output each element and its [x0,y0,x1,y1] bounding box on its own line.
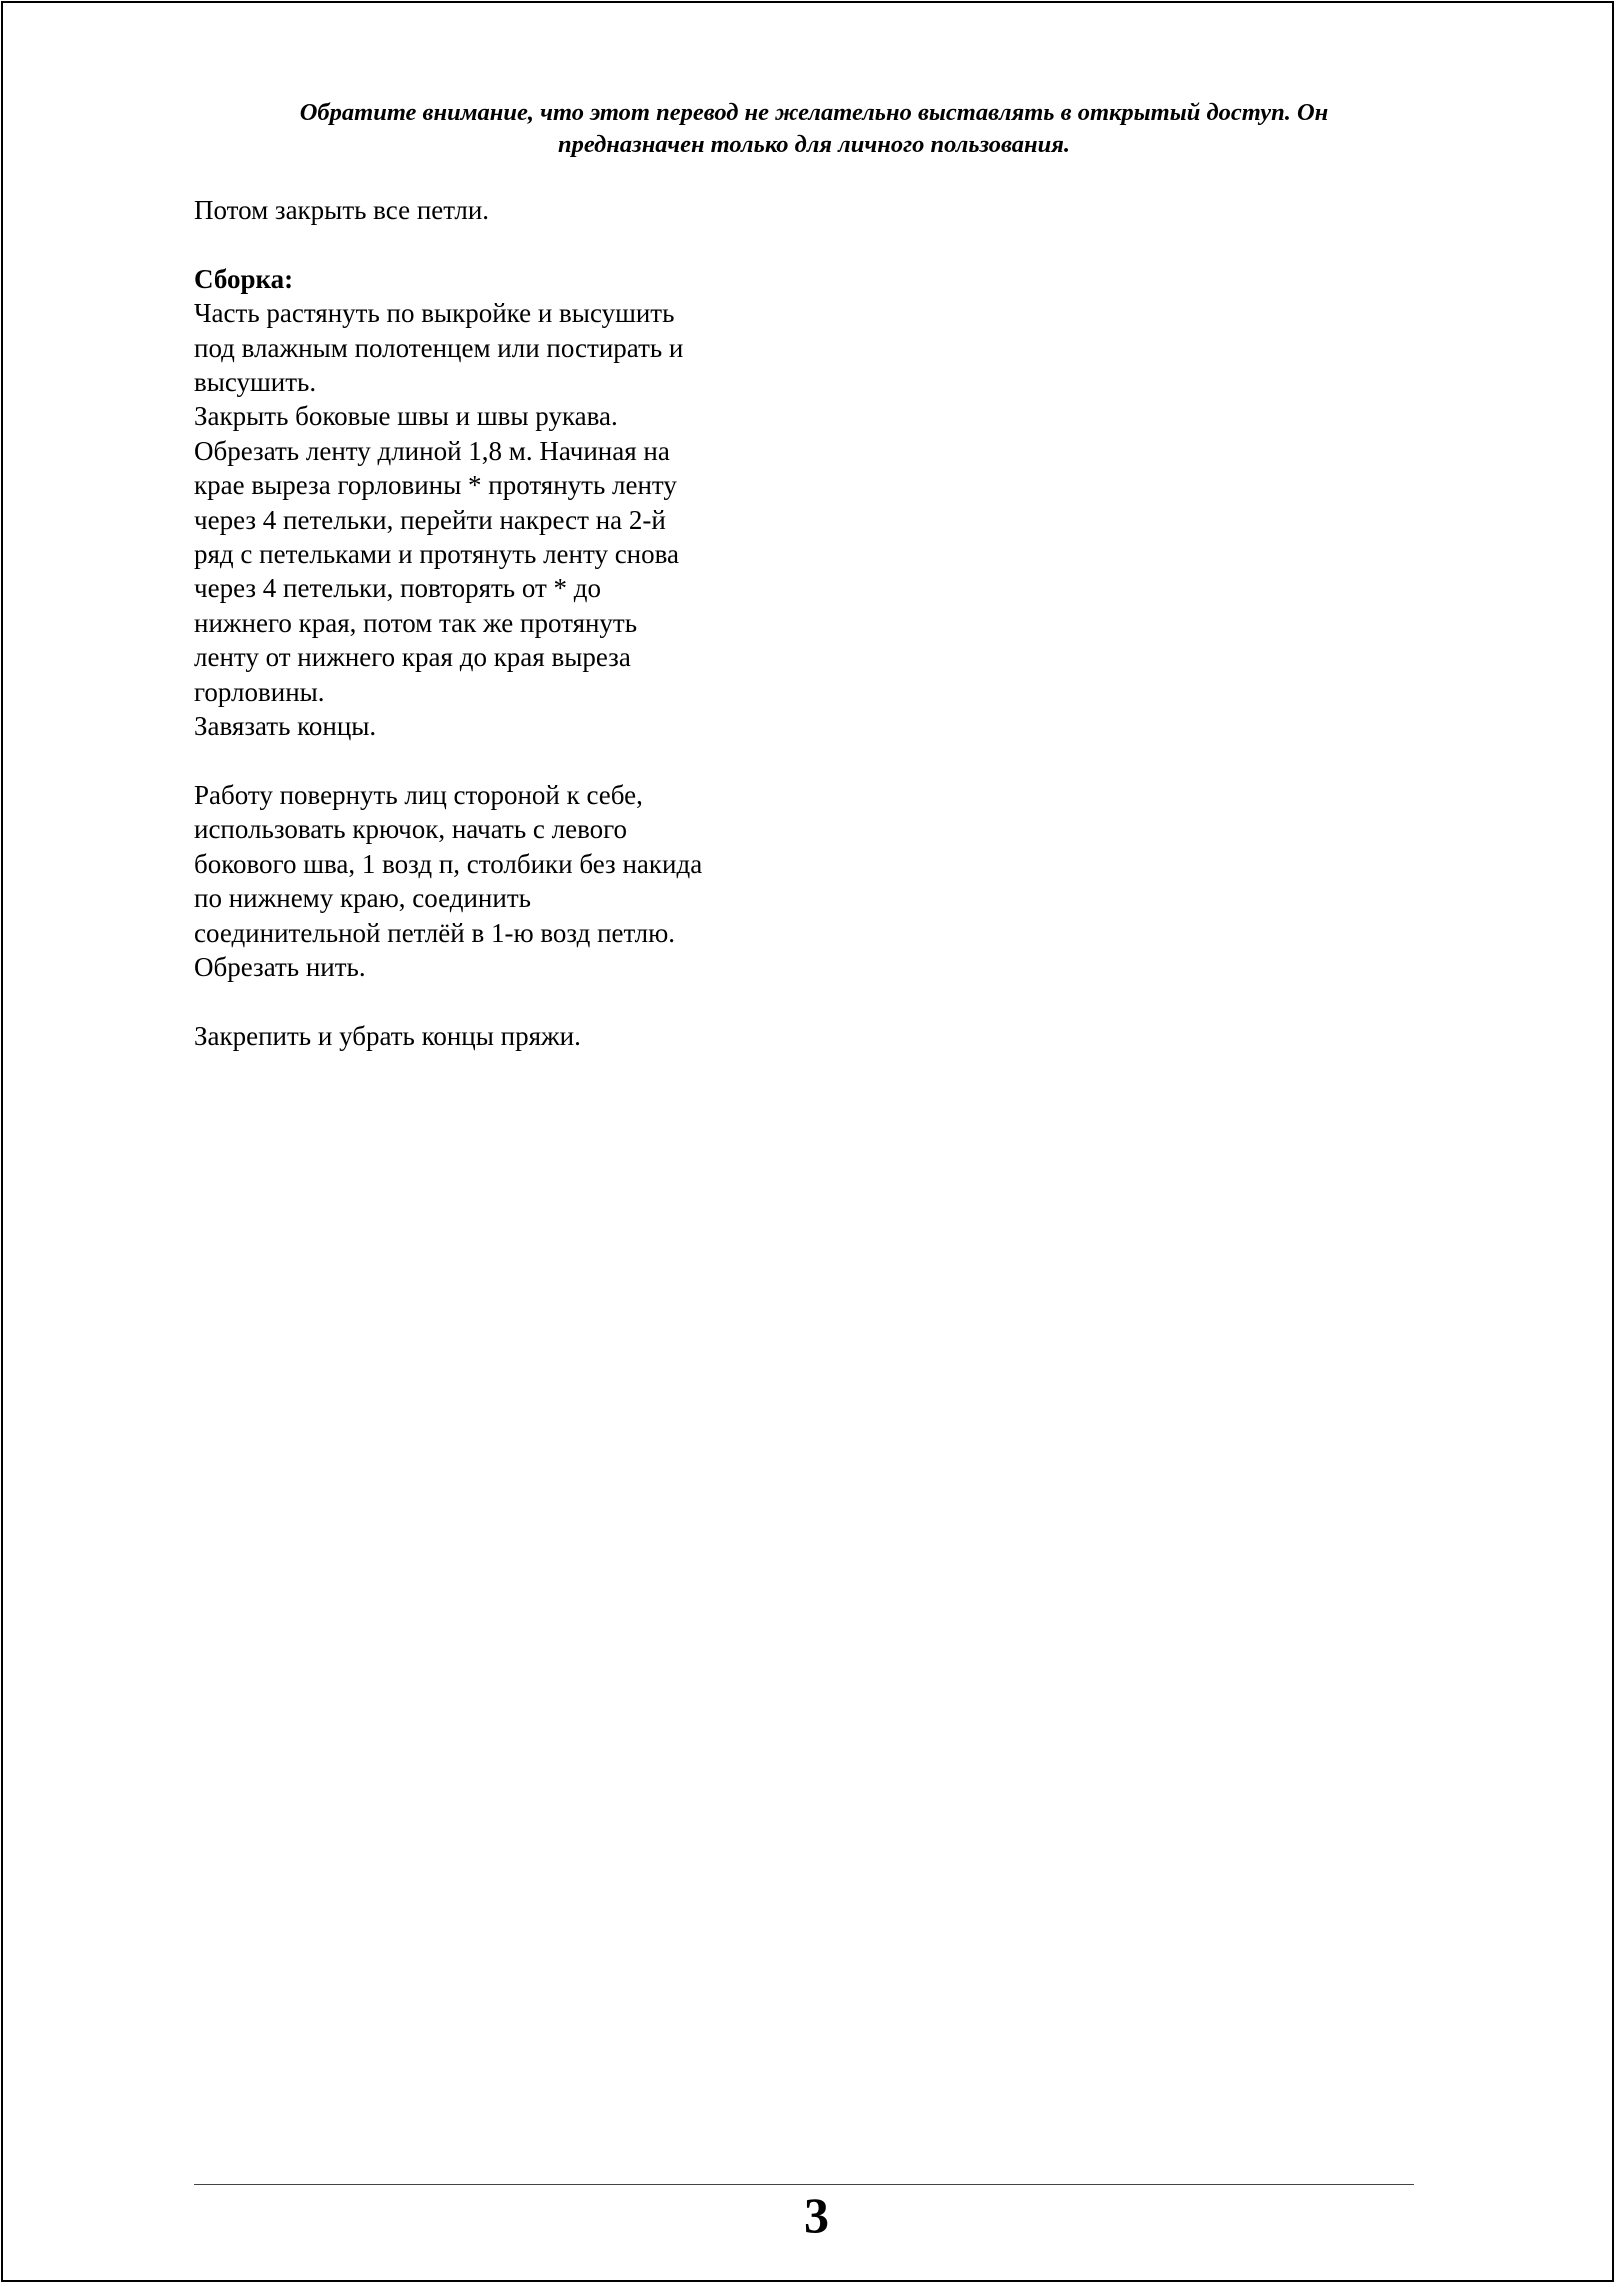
page-content [194,193,794,1053]
spacer [194,227,794,261]
text-line: ленту от нижнего края до края выреза [194,642,631,673]
text-line: ряд с петельками и протянуть ленту снова [194,539,679,570]
text-line: нижнего края, потом так же протянуть [194,607,638,638]
text-line: крае выреза горловины * протянуть ленту [194,470,677,501]
page-number: 3 [804,2187,829,2243]
spacer [194,743,794,777]
text-line: бокового шва, 1 возд п, столбики без накида [194,848,703,879]
spacer [194,984,794,1018]
text-line: горловины. [194,676,325,707]
final-paragraph: Закрепить и убрать концы пряжи. [194,1020,581,1051]
text-line: по нижнему краю, соединить [194,883,531,914]
notice-line-2: предназначен только для личного пользования. [557,131,1071,158]
text-line: через 4 петельки, повторять от * до [194,573,602,604]
assembly-section [194,296,794,743]
assembly-heading: Сборка: [194,263,294,294]
text-line: использовать крючок, начать с левого [194,814,628,845]
text-line: под влажным полотенцем или постирать и [194,332,684,363]
text-line: высушить. [194,367,317,398]
intro-paragraph: Потом закрыть все петли. [194,195,490,225]
text-line: Завязать концы. [194,711,377,742]
notice-line-1: Обратите внимание, что этот перевод не желательно выставлять в открытый доступ. Он [299,99,1329,126]
text-line: соединительной петлёй в 1-ю возд петлю. [194,917,676,948]
crochet-edge-section [194,778,794,984]
text-line: через 4 петельки, перейти накрест на 2-й [194,504,666,535]
text-line: Часть растянуть по выкройке и высушить [194,298,675,329]
text-line: Закрыть боковые швы и швы рукава. [194,401,618,432]
translation-notice [194,97,1434,161]
text-line: Работу повернуть лиц стороной к себе, [194,779,643,810]
text-line: Обрезать ленту длиной 1,8 м. Начиная на [194,435,670,466]
text-line: Обрезать нить. [194,951,366,982]
